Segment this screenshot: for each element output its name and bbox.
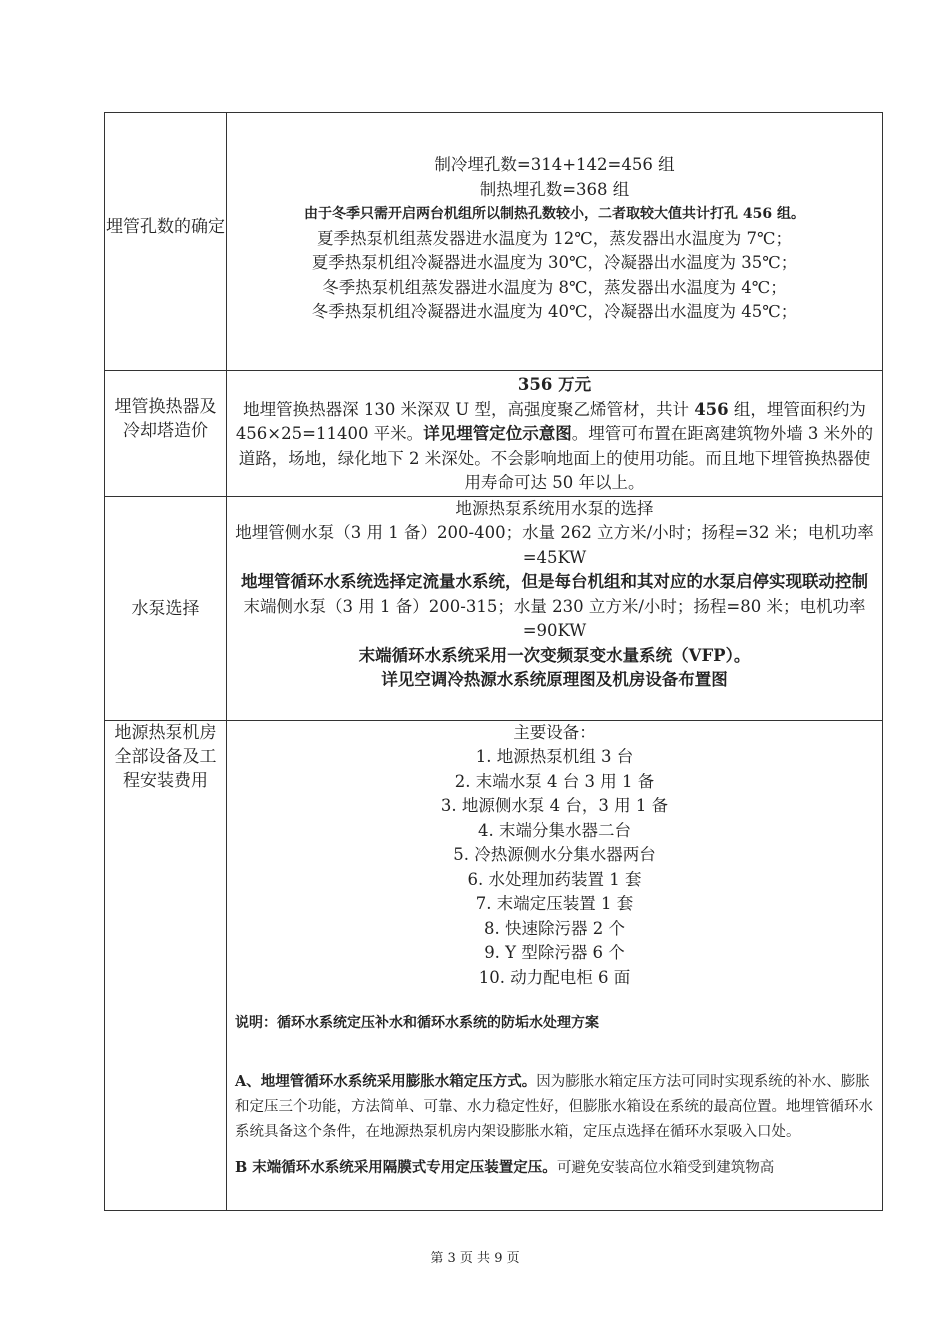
row-label — [105, 371, 227, 497]
list-item: 2. 末端水泵 4 台 3 用 1 备 — [454, 771, 655, 791]
paragraph-b: B 末端循环水系统采用隔膜式专用定压装置定压。可避免安装高位水箱受到建筑物高 — [235, 1158, 775, 1176]
text-line-bold: 末端循环水系统采用一次变频泵变水量系统（VFP）。 — [358, 645, 751, 665]
row-label-text: 埋管换热器及冷却塔造价 — [114, 397, 217, 441]
row-label-text: 埋管孔数的确定 — [106, 217, 225, 237]
table-row — [105, 371, 883, 497]
row-label — [105, 496, 227, 720]
list-item: 9. Y 型除污器 6 个 — [484, 943, 625, 962]
row-label — [105, 113, 227, 371]
paragraph-a: A、地埋管循环水系统采用膨胀水箱定压方式。因为膨胀水箱定压方法可同时实现系统的补水、膨胀和定压三个功能，方法简单、可靠、水力稳定性好，但膨胀水箱设在系统的最高位置。地埋管循环水系统具备这个条件，在地源热泵机房内架设膨胀水箱，定压点选择在循环水泵吸入口处。 — [235, 1072, 873, 1140]
text-line: 夏季热泵机组蒸发器进水温度为 12℃，蒸发器出水温度为 7℃； — [317, 228, 792, 248]
row-content — [227, 113, 883, 371]
paragraph: 地埋管换热器深 130 米深双 U 型，高强度聚乙烯管材，共计 456 组，埋管面积约为 456×25=11400 平米。详见埋管定位示意图。埋管可布置在距离建筑物外墙 3 米外的道路，场地，绿化地下 2 米深处。不会影响地面上的使用功能。而且地下埋管换热器使用寿命可达 50 年以上。 — [235, 399, 874, 492]
text-line-bold: 详见空调冷热源水系统原理图及机房设备布置图 — [381, 670, 728, 689]
text-line: 制热埋孔数=368 组 — [479, 179, 630, 199]
page-footer: 第 3 页 共 9 页 — [430, 1251, 520, 1266]
row-content — [227, 496, 883, 720]
text-line: 末端侧水泵（3 用 1 备）200-315；水量 230 立方米/小时；扬程=80 米；电机功率=90KW — [243, 596, 866, 640]
text-line: 冬季热泵机组蒸发器进水温度为 8℃，蒸发器出水温度为 4℃； — [322, 277, 787, 297]
spec-table — [104, 112, 883, 1211]
text-line-bold: 由于冬季只需开启两台机组所以制热孔数较小，二者取较大值共计打孔 456 组。 — [304, 206, 805, 222]
table-row — [105, 720, 883, 1210]
text-line: 地埋管侧水泵（3 用 1 备）200-400；水量 262 立方米/小时；扬程=32 米；电机功率=45KW — [235, 523, 874, 567]
list-item: 10. 动力配电柜 6 面 — [478, 967, 631, 987]
row-label — [105, 720, 227, 1210]
table-row — [105, 496, 883, 720]
list-item: 8. 快速除污器 2 个 — [484, 918, 625, 938]
list-item: 3. 地源侧水泵 4 台，3 用 1 备 — [440, 796, 669, 815]
row-label-text: 水泵选择 — [131, 598, 200, 619]
list-item: 1. 地源热泵机组 3 台 — [475, 747, 634, 766]
table-row — [105, 113, 883, 371]
list-item: 7. 末端定压装置 1 套 — [475, 894, 634, 913]
section-title: 地源热泵系统用水泵的选择 — [455, 498, 654, 518]
text-line: 冬季热泵机组冷凝器进水温度为 40℃，冷凝器出水温度为 45℃； — [311, 302, 798, 321]
equipment-title: 主要设备： — [513, 722, 596, 742]
list-item: 5. 冷热源侧水分集水器两台 — [453, 845, 656, 864]
row-content — [227, 371, 883, 497]
text-line-bold: 地埋管循环水系统选择定流量水系统，但是每台机组和其对应的水泵启停实现联动控制 — [241, 572, 868, 591]
list-item: 6. 水处理加药装置 1 套 — [467, 869, 642, 889]
row-content — [227, 720, 883, 1210]
row-label-text: 地源热泵机房全部设备及工程安装费用 — [114, 722, 217, 791]
text-line: 夏季热泵机组冷凝器进水温度为 30℃，冷凝器出水温度为 35℃； — [311, 253, 798, 272]
list-item: 4. 末端分集水器二台 — [478, 820, 631, 840]
cost-value: 356 万元 — [517, 375, 592, 394]
text-line: 制冷埋孔数=314+142=456 组 — [434, 155, 675, 174]
note-heading: 说明：循环水系统定压补水和循环水系统的防垢水处理方案 — [235, 1015, 599, 1031]
